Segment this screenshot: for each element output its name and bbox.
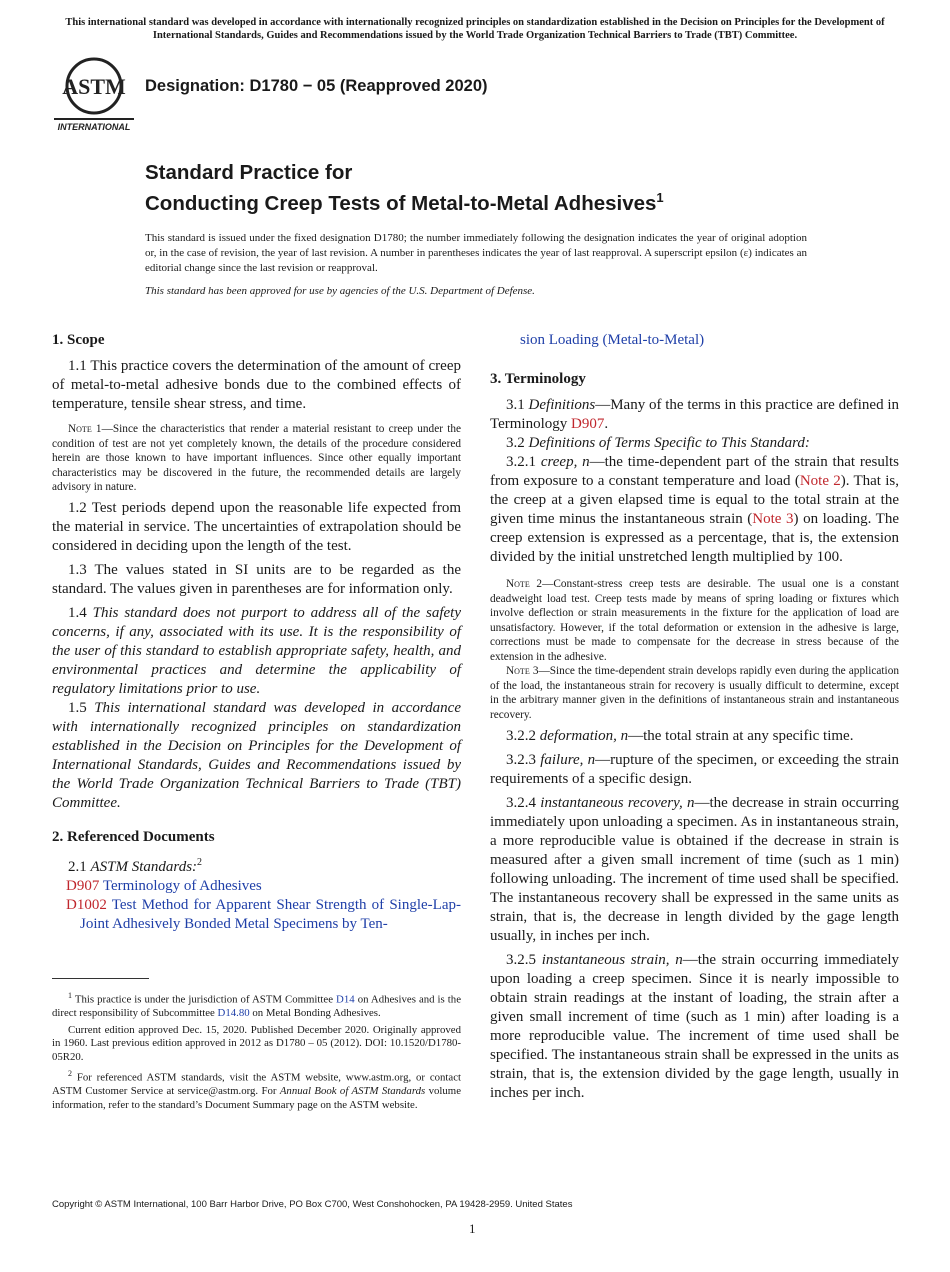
page-number: 1 — [469, 1221, 476, 1236]
note-3-text: —Since the time-dependent strain develops rapidly even during the application of the load, the instantaneous strain for recovery is usually difficult to determine, except in the arbitrary manner given in the definitions of instantaneous strain and instantaneous recovery. — [490, 665, 899, 721]
para-3-2-4-text: —the decrease in strain occurring immediately upon unloading a specimen. As in instantaneous strain, a more reproducible value is obtained if the decrease in strain is measured after a given small increment of time (such as 1 min) following unloading. The increment of time used shall be specified. The instantaneous recovery shall be expressed in the same units as strain, that is, the decrease in length divided by the gage length usually, in inches per inch. — [490, 795, 900, 944]
para-3-2-5 — [490, 951, 899, 1103]
note-3 — [490, 664, 899, 722]
section-3-heading: 3. Terminology — [490, 371, 586, 387]
footnotes — [52, 989, 461, 1112]
para-3-2-3-number: 3.2.3 — [506, 752, 536, 768]
para-3-2-5-number: 3.2.5 — [506, 952, 536, 968]
para-2-1-footnote-ref: 2 — [197, 856, 203, 868]
section-2-heading: 2. Referenced Documents — [52, 828, 215, 845]
para-2-1 — [52, 853, 461, 877]
para-3-2-1-text-b: ). That is, the creep at a given elapsed time is equal to the total strain at the given time minus the instantaneous strain ( — [490, 473, 899, 527]
logo-subtext: INTERNATIONAL — [57, 122, 131, 132]
para-2-1-number: 2.1 — [68, 858, 87, 875]
document-title — [145, 160, 664, 216]
para-1-5-number: 1.5 — [68, 699, 87, 716]
para-3-2-4 — [490, 794, 899, 946]
note-1-text: —Since the characteristics that render a material resistant to creep under the condition of test are not yet completely known, the details of the procedure considered herein are those known to have important influences. Since other equally important characteristics may be discovered in the future, the recommended details are largely advisory in nature. — [52, 423, 461, 493]
right-column — [490, 331, 899, 1103]
link-note-3[interactable]: Note 3 — [752, 511, 794, 527]
para-1-3: 1.3 The values stated in SI units are to be regarded as the standard. The values given in parentheses are for information only. — [52, 561, 461, 597]
para-3-2-1-text-c: ) on loading. The creep extension is expressed as a percentage, that is, the extension divided by the initial unstretched length multiplied by 100. — [490, 511, 899, 565]
para-2-1-text: ASTM Standards: — [90, 858, 198, 875]
para-3-2-2-term: deformation, n — [539, 728, 629, 744]
para-3-2-3-text: —rupture of the specimen, or exceeding the strain requirements of a specific design. — [490, 752, 899, 787]
para-3-2-3-term: failure, n — [540, 752, 596, 768]
footnote-1-edition: Current edition approved Dec. 15, 2020. Published December 2020. Originally approved in 1960. Last previous edition approved in 2012 as D1780 – 05 (2012). DOI: 10.1520/D1780-05R20. — [52, 1023, 461, 1063]
ref-d907-code[interactable]: D907 — [66, 877, 100, 894]
para-3-2-2 — [490, 727, 899, 746]
para-3-1-link-d907[interactable]: D907 — [571, 416, 605, 432]
footnote-1-text-c: on Metal Bonding Adhesives. — [249, 1007, 381, 1020]
ref-d1002-title[interactable]: Test Method for Apparent Shear Strength of Single-Lap-Joint Adhesively Bonded Metal Specimens by Ten- — [80, 896, 461, 932]
title-line-1: Standard Practice for — [145, 161, 353, 184]
para-3-2-2-text: —the total strain at any specific time. — [628, 728, 854, 744]
left-column — [52, 331, 461, 934]
para-1-1: 1.1 This practice covers the determination of the amount of creep of metal-to-metal adhesive bonds due to the combined effects of temperature, tensile shear stress, and time. — [52, 358, 461, 412]
ref-d907 — [52, 877, 461, 896]
para-1-4-number: 1.4 — [68, 604, 87, 621]
astm-logo — [52, 56, 136, 132]
copyright: Copyright © ASTM International, 100 Barr Harbor Drive, PO Box C700, West Conshohocken, PA 19428-2959. United States — [52, 1199, 573, 1210]
footnote-2 — [52, 1067, 461, 1112]
footnote-1-text-b: on Adhesives and is the direct responsibility of Subcommittee — [52, 993, 461, 1020]
ref-d1002-title-cont[interactable]: sion Loading (Metal-to-Metal) — [520, 332, 705, 348]
footnote-2-marker: 2 — [68, 1069, 72, 1079]
footnote-2-text-b: volume information, refer to the standard’s Document Summary page on the ASTM website. — [52, 1085, 461, 1111]
para-3-1-term: Definitions — [528, 397, 596, 413]
para-1-5-text: This international standard was developed in accordance with internationally recognized principles on standardization established in the Decision on Principles for the Development of International Standards, Guides and Recommendations issued by the World Trade Organization Technical Barriers to Trade (TBT) Committee. — [52, 699, 461, 811]
note-1 — [52, 422, 461, 495]
intro-paragraph: This standard is issued under the fixed designation D1780; the number immediately following the designation indicates the year of original adoption or, in the case of revision, the year of last revision. A number in parentheses indicates the year of last reapproval. A superscript epsilon (ε) indicates an editorial change since the last revision or reapproval. — [145, 232, 807, 274]
note-1-label: Note 1 — [68, 423, 102, 435]
para-3-2-number: 3.2 — [506, 435, 525, 451]
footnote-2-italic: Annual Book of ASTM Standards — [279, 1085, 426, 1098]
para-3-2-3 — [490, 751, 899, 789]
footnote-2-text-a: For referenced ASTM standards, visit the ASTM website, www.astm.org, or contact ASTM Customer Service at service@astm.org. For — [52, 1071, 461, 1098]
footnote-rule — [52, 978, 149, 979]
ref-d1002 — [52, 896, 461, 934]
footnote-1 — [52, 989, 461, 1021]
para-3-2-1-number: 3.2.1 — [506, 454, 536, 470]
para-3-2-term: Definitions of Terms Specific to This Standard: — [528, 435, 810, 451]
para-3-2-1-term: creep, n — [540, 454, 590, 470]
ref-d1002-code[interactable]: D1002 — [66, 896, 107, 913]
note-3-label: Note 3 — [506, 665, 539, 677]
designation: Designation: D1780 − 05 (Reapproved 2020) — [145, 77, 488, 95]
footnote-1-text-a: This practice is under the jurisdiction of ASTM Committee — [74, 993, 337, 1006]
link-note-2[interactable]: Note 2 — [799, 473, 841, 489]
para-3-1: 3.1 Definitions—Many of the terms in this practice are defined in Terminology D907. — [490, 397, 900, 432]
para-3-2-2-number: 3.2.2 — [506, 728, 536, 744]
para-1-5 — [52, 699, 461, 813]
top-note: This international standard was developed in accordance with internationally recognized principles on standardization established in the Decision on Principles for the Development of International Standards, Guides and Recommendations issued by the World Trade Organization Technical Barriers to Trade (TBT) Committee. — [65, 17, 885, 41]
para-3-1-text: —Many of the terms in this practice are defined in Terminology — [490, 397, 900, 432]
para-3-2 — [490, 434, 899, 453]
para-3-2-5-text: —the strain occurring immediately upon loading a creep specimen. Since it is nearly impossible to obtain strain readings at the instant of loading, the strain after a given small increment of time (such as 1 min) after loading is a more reproducible value. The increment of time used shall be specified. The instantaneous strain shall be expressed in the units as strain, that is, the extension divided by the gage length, usually in inches per inch. — [490, 952, 899, 1101]
title-line-2: Conducting Creep Tests of Metal-to-Metal Adhesives — [145, 191, 657, 215]
para-3-2-4-term: instantaneous recovery, n — [540, 795, 695, 811]
para-3-2-4-number: 3.2.4 — [506, 795, 536, 811]
para-3-2-5-term: instantaneous strain, n — [541, 952, 683, 968]
intro-dod-note: This standard has been approved for use by agencies of the U.S. Department of Defense. — [145, 285, 535, 297]
para-3-2-1 — [490, 453, 899, 567]
note-2-label: Note 2 — [506, 578, 543, 590]
para-1-4-text: This standard does not purport to address all of the safety concerns, if any, associated with its use. It is the responsibility of the user of this standard to establish appropriate safety, health, and environmental practices and determine the applicability of regulatory limitations prior to use. — [52, 604, 462, 697]
note-2 — [490, 577, 899, 664]
ref-d907-title[interactable]: Terminology of Adhesives — [102, 877, 262, 894]
astm-logo-icon — [52, 56, 136, 132]
para-1-4 — [52, 604, 461, 699]
para-3-2-1-text-a: —the time-dependent part of the strain that results from exposure to a constant temperature and load ( — [490, 454, 899, 489]
title-footnote-ref: 1 — [656, 190, 664, 205]
footnote-1-link-d14-80[interactable]: D14.80 — [217, 1007, 250, 1020]
para-3-1-number: 3.1 — [506, 397, 525, 413]
note-2-text: —Constant-stress creep tests are desirable. The usual one is a constant deadweight load test. Creep tests made by means of spring loading or fixtures which involve deflection or strain measurements in the fixture for the application of load are unsatisfactory. However, if the total deformation or extension in the adhesive is large, corrections must be made to compensate for the decrease in stress because of the extension in the adhesive. — [490, 578, 899, 663]
section-1-heading: 1. Scope — [52, 332, 105, 348]
footnote-1-marker: 1 — [68, 991, 72, 1000]
para-1-2: 1.2 Test periods depend upon the reasonable life expected from the material in service. The uncertainties of extrapolation should be considered in deciding upon the length of the test. — [52, 499, 461, 554]
logo-text: ASTM — [62, 74, 126, 99]
footnote-1-link-d14[interactable]: D14 — [336, 993, 355, 1006]
